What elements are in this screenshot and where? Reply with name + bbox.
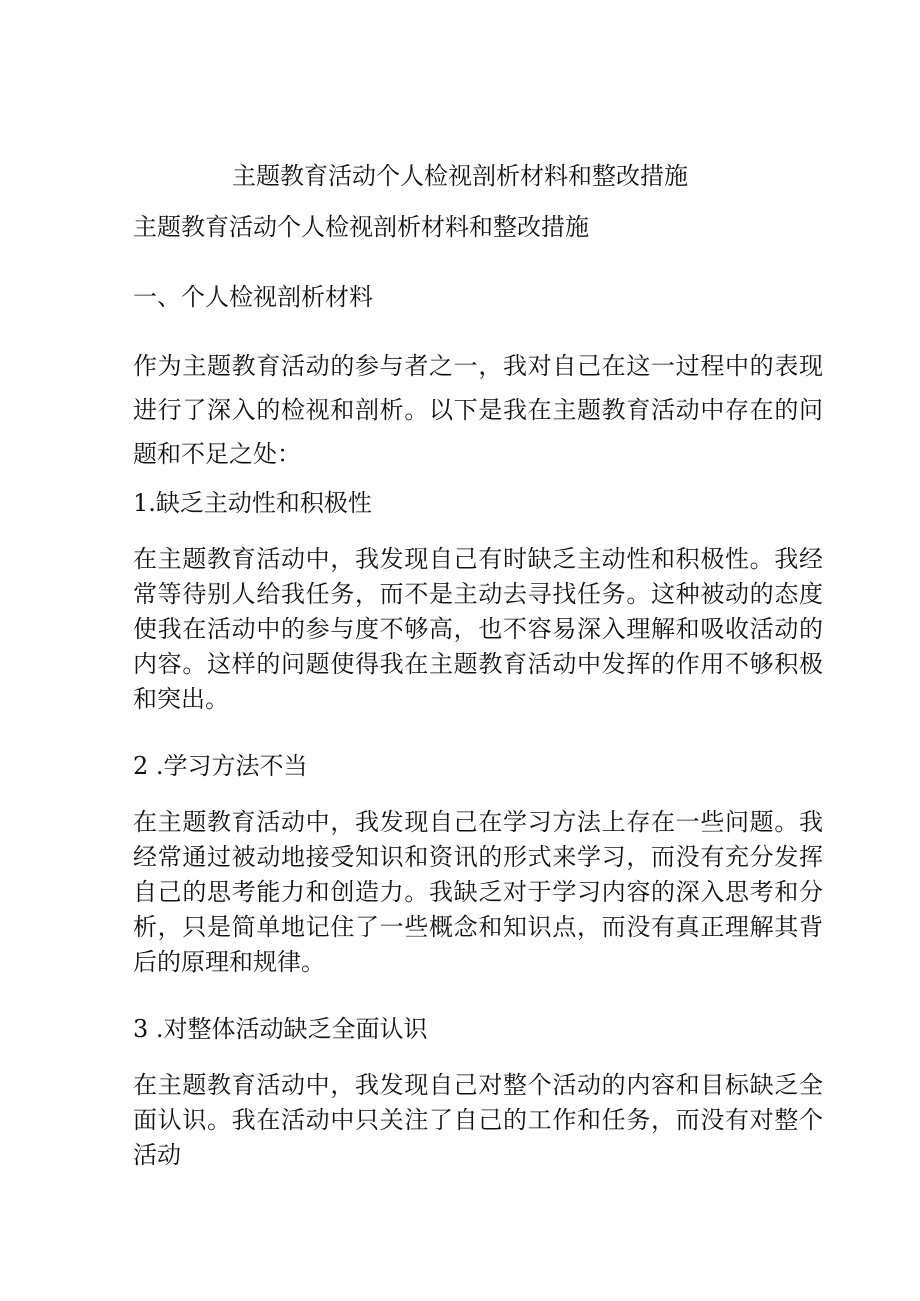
section-heading: 一、个人检视剖析材料 [133,283,373,311]
item-heading-2: 2 .学习方法不当 [133,752,308,780]
item-body-2: 在主题教育活动中，我发现自己在学习方法上存在一些问题。我经常通过被动地接受知识和资讯的形式来学习，而没有充分发挥自己的思考能力和创造力。我缺乏对于学习内容的深入思考和分析，只是简单地记住了一些概念和知识点，而没有真正理解其背后的原理和规律。 [133,808,823,976]
item-heading-1: 1.缺乏主动性和积极性 [133,489,372,517]
document-title: 主题教育活动个人检视剖析材料和整改措施 [232,162,688,190]
document-body [133,208,823,1173]
item-body-3: 在主题教育活动中，我发现自己对整个活动的内容和目标缺乏全面认识。我在活动中只关注了自己的工作和任务，而没有对整个活动 [133,1071,823,1169]
item-body-1: 在主题教育活动中，我发现自己有时缺乏主动性和积极性。我经常等待别人给我任务，而不是主动去寻找任务。这种被动的态度使我在活动中的参与度不够高，也不容易深入理解和吸收活动的内容。这样的问题使得我在主题教育活动中发挥的作用不够积极和突出。 [133,545,823,713]
document-subtitle: 主题教育活动个人检视剖析材料和整改措施 [133,213,589,241]
intro-paragraph: 作为主题教育活动的参与者之一，我对自己在这一过程中的表现进行了深入的检视和剖析。以下是我在主题教育活动中存在的问题和不足之处： [133,352,823,468]
item-heading-3: 3 .对整体活动缺乏全面认识 [133,1015,428,1043]
